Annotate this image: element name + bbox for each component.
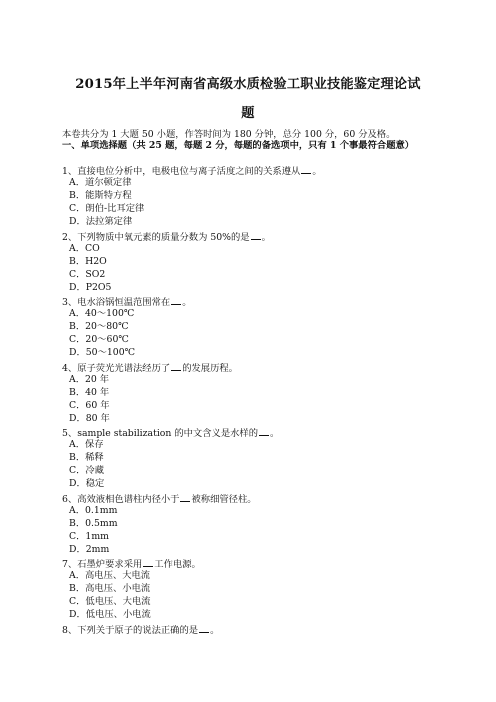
question-text-suffix: 。 [210,624,220,636]
answer-blank [143,557,153,567]
answer-blank [259,426,269,436]
answer-option: D．80 年 [69,412,110,424]
question-text-suffix: 。 [182,297,192,308]
exam-intro: 本卷共分为 1 大题 50 小题，作答时间为 180 分钟，总分 100 分，60 分及格。 [62,129,396,140]
question-text-suffix: 被称细管径柱。 [191,493,257,505]
answer-option: A．20 年 [69,373,110,385]
question-text: 4、原子荧光光谱法经历了 [62,362,171,374]
question-text: 2、下列物质中氧元素的质量分数为 50%的是 [62,231,250,243]
question-text-suffix: 工作电源。 [154,559,201,570]
answer-option: B．高电压、小电流 [69,583,151,595]
answer-blank [171,295,181,305]
question-stem [62,623,219,635]
answer-blank [180,492,190,502]
answer-option: C．低电压、大电流 [69,596,151,608]
document-title-line-2: 题 [241,106,255,121]
question-text: 3、电水浴锅恒温范围常在 [62,297,171,308]
answer-option: B．40 年 [69,386,110,398]
answer-option: C．60 年 [69,399,110,411]
answer-option: B．H2O [69,255,107,267]
answer-option: D．2mm [69,543,110,555]
answer-option: A．道尔顿定律 [69,177,132,189]
answer-option: B．0.5mm [69,517,118,529]
answer-option: D．低电压、小电流 [69,609,151,621]
document-title-line-1: 2015年上半年河南省高级水质检验工职业技能鉴定理论试 [75,77,421,92]
answer-blank [251,230,261,240]
answer-option: D．法拉第定律 [69,216,133,228]
answer-option: C．朗伯-比耳定律 [69,203,145,215]
question-text-suffix: 。 [270,428,280,439]
question-stem [62,295,192,307]
answer-option: A．保存 [69,439,104,451]
answer-option: B．稀释 [69,452,104,464]
answer-option: A．0.1mm [69,504,118,516]
answer-option: C．20～60℃ [69,334,129,346]
answer-blank [199,623,209,633]
question-stem [62,426,279,438]
answer-option: A．40～100℃ [69,308,135,320]
question-text: 8、下列关于原子的说法正确的是 [62,624,199,636]
answer-option: A．高电压、大电流 [69,570,151,582]
question-text: 5、sample stabilization 的中文含义是水样的 [62,428,259,439]
answer-option: B．能斯特方程 [69,190,132,202]
question-stem [62,361,238,373]
question-text: 7、石墨炉要求采用 [62,559,143,570]
question-text: 6、高效液相色谱柱内径小于 [62,493,180,505]
answer-blank [301,164,311,174]
answer-option: C．SO2 [69,268,106,280]
section-heading: 一、单项选择题（共 25 题，每题 2 分，每题的备选项中，只有 1 个事最符合题意） [62,140,415,151]
answer-option: D．稳定 [69,478,105,490]
answer-option: C．1mm [69,530,109,542]
question-text-suffix: 。 [261,231,271,243]
question-stem [62,492,257,504]
answer-option: D．50～100℃ [69,347,136,359]
answer-option: C．冷藏 [69,465,105,477]
question-stem [62,557,201,569]
question-text-suffix: 。 [312,166,322,177]
answer-blank [171,361,181,371]
question-stem [62,164,322,176]
question-stem [62,230,271,242]
question-text-suffix: 的发展历程。 [182,362,238,374]
answer-option: D．P2O5 [69,281,112,293]
answer-option: B．20～80℃ [69,321,129,333]
question-text: 1、直接电位分析中，电极电位与离子活度之间的关系遵从 [62,166,301,177]
answer-option: A．CO [69,242,100,254]
